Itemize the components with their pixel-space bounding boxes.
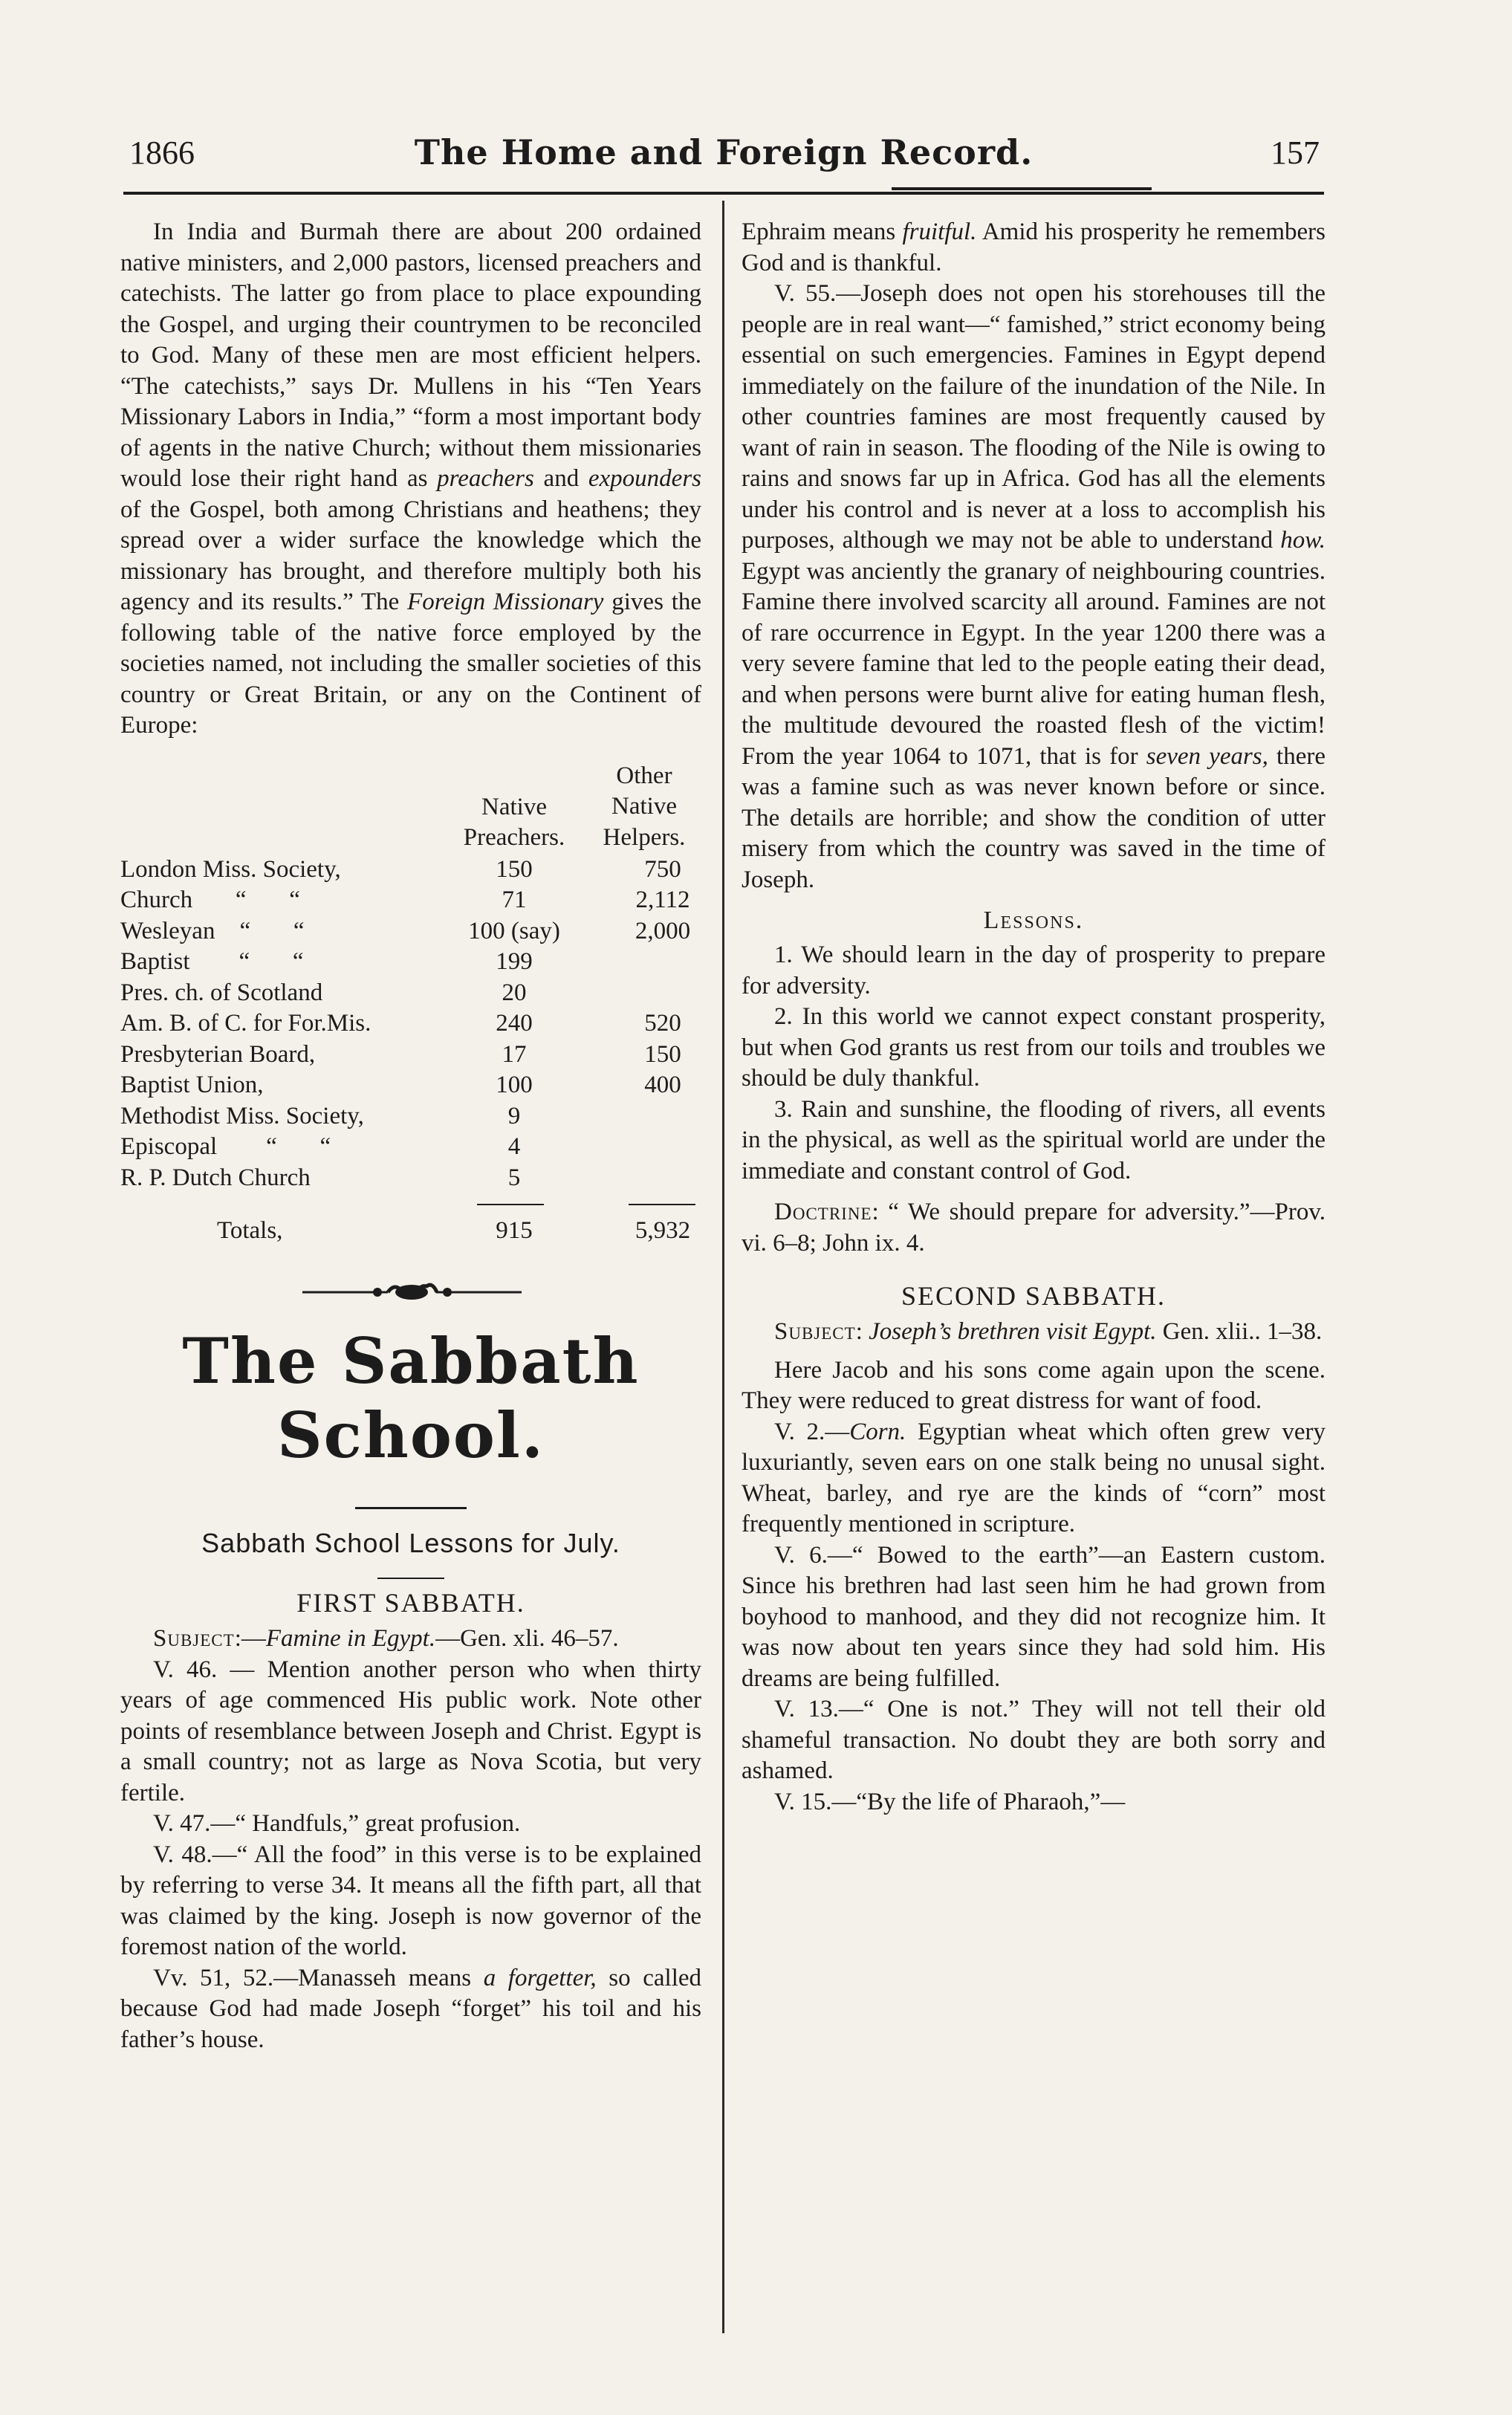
table-row bbox=[120, 947, 701, 978]
ornament-divider bbox=[120, 1266, 701, 1318]
table-row bbox=[120, 1101, 701, 1132]
total-other: 5,932 bbox=[635, 1217, 691, 1244]
row-name: R. P. Dutch Church bbox=[120, 1164, 311, 1191]
row-name: London Miss. Society, bbox=[120, 855, 341, 883]
row-name: Church “ “ bbox=[120, 886, 300, 913]
second-sabbath-heading: SECOND SABBATH. bbox=[901, 1281, 1167, 1311]
first-sabbath-heading: FIRST SABBATH. bbox=[296, 1588, 525, 1618]
table-header bbox=[120, 761, 701, 855]
here-jacob-paragraph: Here Jacob and his sons come again upon the scene. They were reduced to great distress for want of food. bbox=[742, 1356, 1326, 1414]
verse-2: V. 2.—Corn. Egyptian wheat which often grew very luxuriantly, seven ears on one stalk being no unusal sight. Wheat, barley, and rye are the kinds of “corn” most frequently mentioned in scripture. bbox=[742, 1418, 1326, 1537]
row-other: 2,000 bbox=[635, 917, 691, 944]
row-other: 2,112 bbox=[635, 886, 690, 913]
subject-2-line: Subject: Joseph’s brethren visit Egypt. Gen. xlii.. 1–38. bbox=[774, 1318, 1323, 1345]
verse-6: V. 6.—“ Bowed to the earth”—an Eastern custom. Since his brethren had last seen him he had grown from boyhood to manhood, and they did not recognize him. It was now about ten years since they had sold him. His dreams are being fulfilled. bbox=[742, 1541, 1326, 1692]
table-row bbox=[120, 978, 701, 1009]
row-other: 750 bbox=[644, 855, 681, 883]
total-native: 915 bbox=[496, 1217, 533, 1244]
row-other: 400 bbox=[644, 1072, 681, 1098]
sum-lines bbox=[120, 1193, 701, 1216]
row-native: 100 (say) bbox=[468, 917, 560, 944]
verse-48: V. 48.—“ All the food” in this verse is to be explained by referring to verse 34. It means all the fifth part, all that was claimed by the king. Joseph is now governor of the foremost nation of the world. bbox=[120, 1841, 701, 1960]
ornament-icon bbox=[120, 1266, 701, 1318]
lessons-heading: Lessons. bbox=[983, 907, 1084, 934]
row-name: Episcopal “ “ bbox=[120, 1133, 331, 1160]
row-name: Pres. ch. of Scotland bbox=[120, 979, 323, 1006]
section-rule bbox=[355, 1507, 467, 1509]
row-native: 20 bbox=[502, 979, 527, 1006]
row-other: 150 bbox=[644, 1040, 681, 1068]
header-underline bbox=[892, 187, 1152, 190]
row-other: 520 bbox=[644, 1010, 681, 1037]
row-native: 17 bbox=[502, 1040, 527, 1068]
total-label: Totals, bbox=[217, 1217, 283, 1244]
subject-line: Subject:—Famine in Egypt.—Gen. xli. 46–57. bbox=[153, 1625, 619, 1652]
table-row bbox=[120, 1070, 701, 1101]
row-name: Baptist Union, bbox=[120, 1072, 264, 1098]
verse-13: V. 13.—“ One is not.” They will not tell their old shameful transaction. No doubt they are both sorry and ashamed. bbox=[742, 1696, 1326, 1784]
left-column bbox=[120, 217, 701, 2055]
table-row bbox=[120, 1132, 701, 1163]
table-row bbox=[120, 1163, 701, 1194]
verse-47: V. 47.—“ Handfuls,” great profusion. bbox=[153, 1810, 521, 1837]
subtitle-rule bbox=[377, 1578, 444, 1579]
row-native: 199 bbox=[496, 948, 533, 975]
row-name: Presbyterian Board, bbox=[120, 1040, 316, 1068]
table-row bbox=[120, 855, 701, 886]
column-divider bbox=[722, 201, 724, 2333]
row-native: 5 bbox=[507, 1164, 521, 1191]
row-native: 9 bbox=[507, 1102, 521, 1129]
sum-line-other bbox=[629, 1204, 695, 1205]
page-header bbox=[125, 132, 1323, 184]
col-head-other: Other Native Helpers. bbox=[603, 762, 686, 851]
row-name: Am. B. of C. for For.Mis. bbox=[120, 1010, 371, 1037]
verse-15: V. 15.—“By the life of Pharaoh,”— bbox=[774, 1788, 1126, 1815]
row-native: 150 bbox=[496, 855, 533, 883]
table-body bbox=[120, 855, 701, 1194]
header-year: 1866 bbox=[129, 134, 195, 171]
native-force-table bbox=[120, 761, 701, 1254]
verse-55: V. 55.—Joseph does not open his storehouses till the people are in real want—“ famished,” strict economy being essential on such emergencies. Famines in Egypt depend immediately on the failure of the inundation of the Nile. In other countries famines are most frequently caused by want of rain in season. The flooding of the Nile is owing to rains and snows far up in Africa. God has all the elements under his control and is never at a loss to accomplish his purposes, although we may not be able to understand how. Egypt was anciently the granary of neighbouring countries. Famine there involved scarcity all around. Famines are not of rare occurrence in Egypt. In the year 1200 there was a very severe famine that led to the people eating their dead, and when persons were burnt alive for eating human flesh, the multitude devoured the roasted flesh of the victim! From the year 1064 to 1071, that is for seven years, there was a famine such as was never known before or since. The details are horrible; and show the condition of utter misery from which the country was saved in the time of Joseph. bbox=[742, 280, 1326, 893]
table-row bbox=[120, 1008, 701, 1040]
ephraim-paragraph: Ephraim means fruitful. Amid his prosperity he remembers God and is thankful. bbox=[742, 218, 1326, 276]
lesson-3: 3. Rain and sunshine, the flooding of rivers, all events in the physical, as well as the spiritual world are under the immediate and constant control of God. bbox=[742, 1095, 1326, 1184]
row-native: 100 bbox=[496, 1072, 533, 1098]
lessons-subtitle: Sabbath School Lessons for July. bbox=[201, 1528, 620, 1558]
table-row bbox=[120, 916, 701, 947]
sum-line-native bbox=[477, 1204, 544, 1205]
row-name: Baptist “ “ bbox=[120, 948, 304, 975]
verse-51: Vv. 51, 52.—Manasseh means a forgetter, so called because God had made Joseph “forget” his toil and his father’s house. bbox=[120, 1964, 702, 2053]
verse-46: V. 46. — Mention another person who when thirty years of age commenced His public work. Note other points of resemblance between Joseph and Christ. Egypt is a small country; not as large as Nova Scotia, but very fertile. bbox=[120, 1656, 701, 1806]
lesson-2: 2. In this world we cannot expect constant prosperity, but when God grants us rest from our toils and troubles we should be duly thankful. bbox=[742, 1003, 1326, 1092]
lesson-1: 1. We should learn in the day of prosperity to prepare for adversity. bbox=[742, 941, 1326, 999]
row-native: 4 bbox=[507, 1133, 521, 1160]
row-native: 71 bbox=[502, 886, 527, 913]
col-head-native: Native Preachers. bbox=[463, 793, 565, 851]
table-row bbox=[120, 885, 701, 916]
intro-paragraph: In India and Burmah there are about 200 ordained native ministers, and 2,000 pastors, licensed preachers and catechists. The latter go from place to place expounding the Gospel, and urging their countrymen to be reconciled to God. Many of these men are most efficient helpers. “The catechists,” says Dr. Mullens in his “Ten Years Missionary Labors in India,” “form a most important body of agents in the native Church; without them missionaries would lose their right hand as preachers and expounders of the Gospel, both among Christians and heathens; they spread over a wider surface the knowledge which the missionary has brought, and therefore multiply both his agency and its results.” The Foreign Missionary gives the following table of the native force employed by the societies named, not including the smaller societies of this country or Great Britain, or any on the Continent of Europe: bbox=[120, 218, 702, 739]
table-row bbox=[120, 1040, 701, 1071]
table-total-row bbox=[120, 1216, 701, 1253]
header-rule bbox=[123, 192, 1324, 195]
right-column bbox=[742, 217, 1326, 1818]
row-native: 240 bbox=[496, 1010, 533, 1037]
header-title: The Home and Foreign Record. bbox=[414, 132, 1034, 172]
header-page-number: 157 bbox=[1271, 134, 1320, 171]
row-name: Wesleyan “ “ bbox=[120, 917, 305, 944]
section-title: The Sabbath School. bbox=[182, 1324, 640, 1472]
doctrine: Doctrine: “ We should prepare for adversity.”—Prov. vi. 6–8; John ix. 4. bbox=[742, 1199, 1326, 1257]
row-name: Methodist Miss. Society, bbox=[120, 1102, 364, 1129]
